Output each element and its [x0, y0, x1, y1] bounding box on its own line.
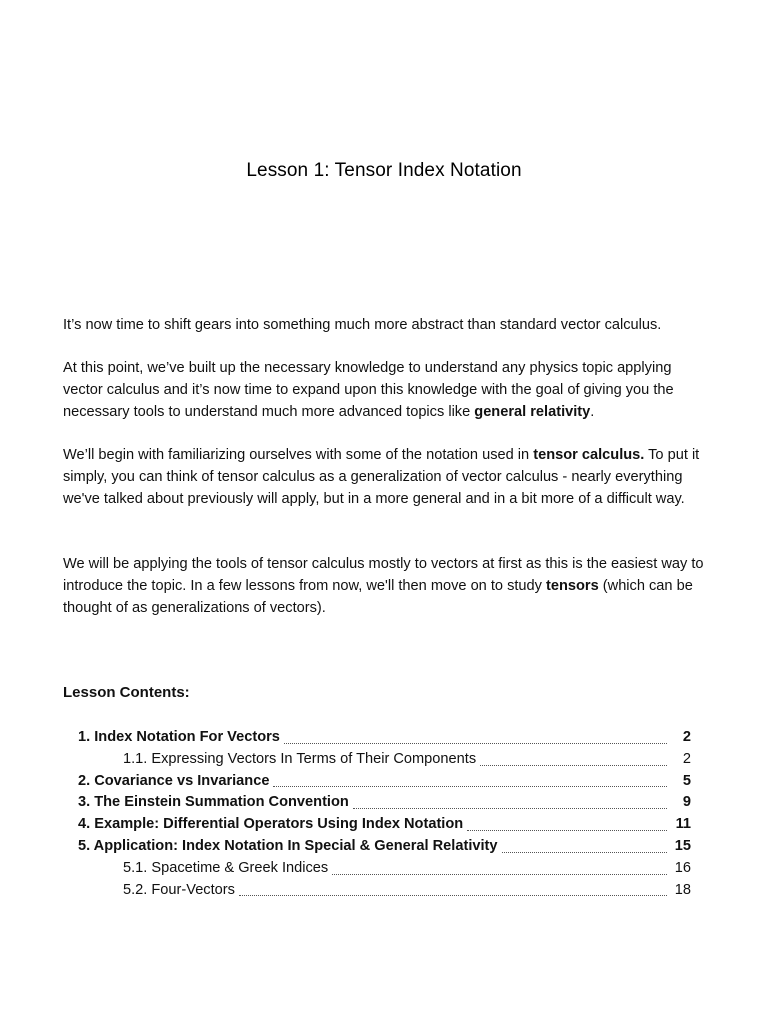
notation-text: We’ll begin with familiarizing ourselves with some of the notation used in [63, 447, 534, 463]
toc-dot-leader [480, 765, 667, 766]
toc-entry-5-2[interactable] [78, 882, 691, 904]
toc-dot-leader [502, 852, 667, 853]
toc-entry-label: 5.1. Spacetime & Greek Indices [123, 859, 329, 876]
toc-entry-label: 5.2. Four-Vectors [123, 881, 235, 898]
general-relativity-term: general relativity [474, 404, 591, 420]
tensors-term: tensors [546, 578, 599, 594]
notation-paragraph [63, 444, 708, 510]
toc-entry-1[interactable] [78, 729, 691, 751]
toc-dot-leader [353, 808, 667, 809]
toc-dot-leader [284, 743, 667, 744]
toc-entry-label: 3. The Einstein Summation Convention [78, 794, 349, 811]
knowledge-paragraph [63, 357, 708, 423]
toc-entry-label: 1. Index Notation For Vectors [78, 729, 280, 745]
toc-entry-5[interactable] [78, 838, 691, 860]
intro-paragraph [63, 314, 708, 336]
knowledge-text-end: . [590, 404, 595, 420]
toc-dot-leader [239, 895, 667, 896]
toc-page-number: 2 [682, 729, 691, 745]
tensor-calculus-term: tensor calculus. [533, 447, 645, 463]
toc-entry-2[interactable] [78, 773, 691, 795]
toc-entry-label: 1.1. Expressing Vectors In Terms of Their Components [123, 750, 477, 767]
toc-page-number: 9 [682, 794, 691, 811]
toc-page-number: 18 [674, 881, 691, 898]
toc-page-number: 5 [682, 772, 691, 789]
toc-dot-leader [467, 830, 667, 831]
contents-heading: Lesson Contents: [63, 684, 190, 701]
toc-page-number: 2 [682, 750, 691, 767]
knowledge-text: At this point, we’ve built up the necessary knowledge to understand any physics topic applying vector calculus and it’s now time to expand upon this knowledge with the goal of giving you the necessary tools to understand much more advanced topics like [63, 360, 674, 420]
toc-page-number: 15 [674, 837, 691, 854]
page-title: Lesson 1: Tensor Index Notation [246, 160, 522, 181]
toc-page-number: 16 [674, 859, 691, 876]
toc-dot-leader [332, 874, 667, 875]
toc-entry-5-1[interactable] [78, 860, 691, 882]
tools-paragraph [63, 553, 708, 619]
toc-entry-4[interactable] [78, 816, 691, 838]
toc-entry-1-1[interactable] [78, 751, 691, 773]
toc-page-number: 11 [675, 816, 691, 833]
toc-entry-label: 4. Example: Differential Operators Using Index Notation [78, 816, 464, 833]
toc-entry-label: 5. Application: Index Notation In Special & General Relativity [78, 837, 498, 854]
toc-entry-3[interactable] [78, 794, 691, 816]
table-of-contents [78, 729, 691, 903]
tools-text: We will be applying the tools of tensor calculus mostly to vectors at first as this is the easiest way to introduce the topic. In a few lessons from now, we'll then move on to study [63, 556, 704, 594]
intro-text: It’s now time to shift gears into something much more abstract than standard vector calculus. [63, 317, 662, 333]
toc-dot-leader [273, 786, 667, 787]
tools-text-end: (which can be thought of as generalizations of vectors). [63, 578, 693, 616]
notation-text-end: To put it simply, you can think of tensor calculus as a generalization of vector calculus - nearly everything we've talked about previously will apply, but in a more general and in a bit more of a difficult way. [63, 447, 700, 507]
toc-entry-label: 2. Covariance vs Invariance [78, 772, 270, 789]
